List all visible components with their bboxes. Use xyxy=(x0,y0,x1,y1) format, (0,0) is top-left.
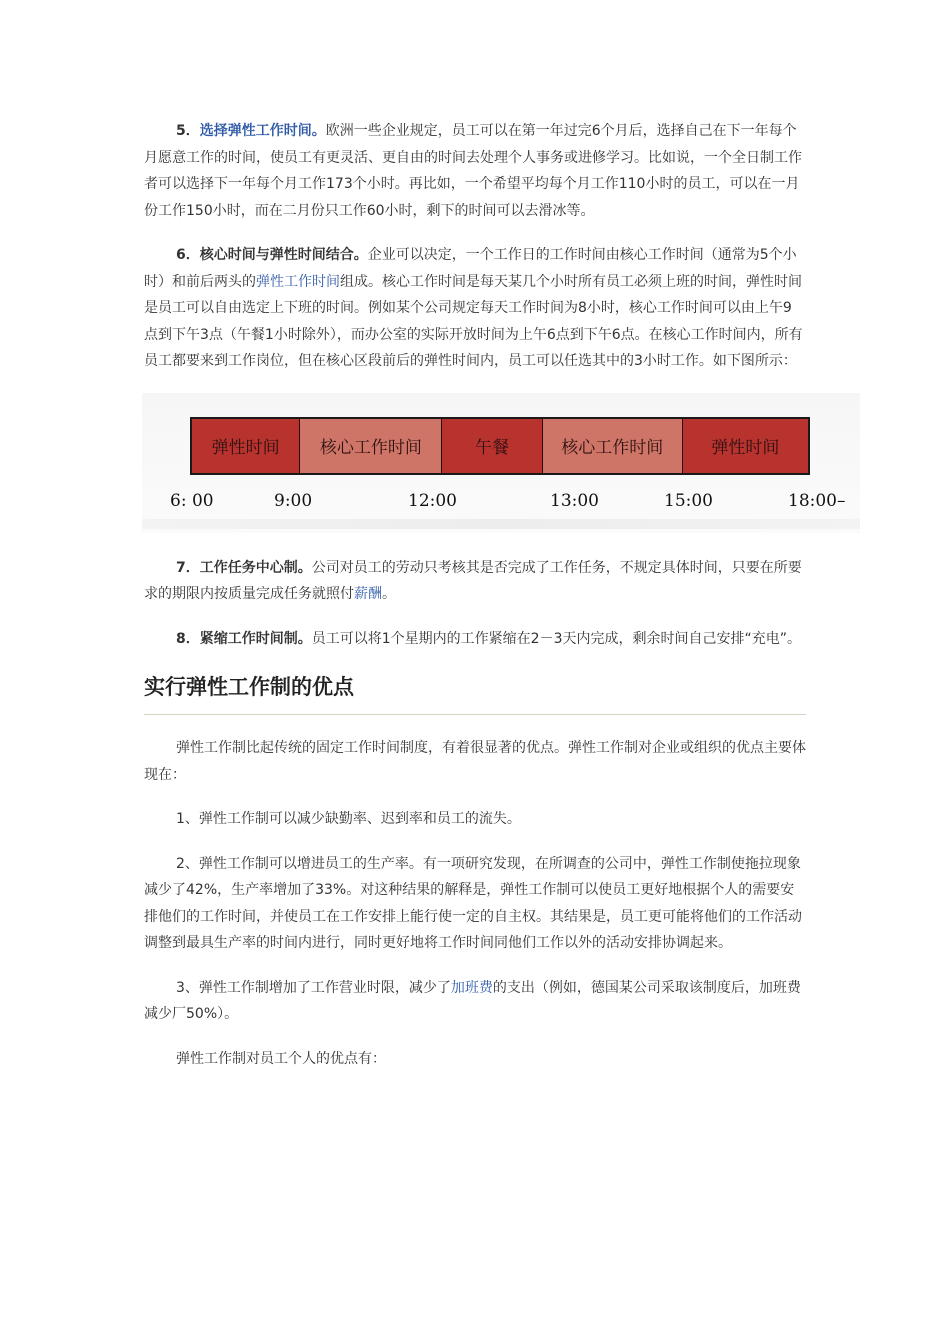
intro-paragraph: 弹性工作制比起传统的固定工作时间制度，有着很显著的优点。弹性工作制对企业或组织的优点主要体现在： xyxy=(144,740,806,783)
paragraph-text: 企业可以决定，一个工作日的工作时间由核心工作时间（通常为5个小时）和前后两头的 xyxy=(144,247,797,290)
flex-time-link[interactable]: 选择弹性工作时间。 xyxy=(199,123,326,139)
paragraph-text: 欧洲一些企业规定，员工可以在第一年过完6个月后，选择自己在下一年每个月愿意工作的时间，使员工有更灵活、更自由的时间去处理个人事务或进修学习。比如说，一个全日制工作者可以选择下一年每个月工作173个小时。再比如，一个希望平均每个月工作110小时的员工，可以在一月份工作150小时，而在二月份只工作60小时，剩下的时间可以去滑冰等。 xyxy=(144,123,802,219)
segment-lunch: 午餐 xyxy=(442,419,542,473)
segment-flex-evening: 弹性时间 xyxy=(683,419,808,473)
paragraph-heading: 6．核心时间与弹性时间结合。 xyxy=(176,247,368,263)
tick-label: 13:00 xyxy=(550,490,599,511)
paragraph-text: 组成。核心工作时间是每天某几个小时所有员工必须上班的时间，弹性时间是员工可以自由选定上下班的时间。例如某个公司规定每天工作时间为8小时，核心工作时间可以由上午9 点到下午3点（午餐1小时除外），而办公室的实际开放时间为上午6点到下午6点。在核心工作时间内，所有员工都要来到工作岗位，但在核心区段前后的弹性时间内，员工可以任选其中的3小时工作。如下图所示： xyxy=(144,273,803,369)
paragraph-text: 员工可以将1个星期内的工作紧缩在2－3天内完成，剩余时间自己安排“充电”。 xyxy=(311,630,801,647)
advantage-item-1: 1、弹性工作制可以减少缺勤率、迟到率和员工的流失。 xyxy=(176,811,521,827)
paragraph-text: 的支出（例如，德国某公司采取该制度后，加班费减少厂50%）。 xyxy=(144,979,801,1022)
overtime-pay-link[interactable]: 加班费 xyxy=(450,979,493,996)
paragraph-text: 。 xyxy=(382,586,396,602)
figure-caption-blur xyxy=(142,519,860,529)
paragraph-5 xyxy=(144,118,806,224)
section-divider xyxy=(144,714,806,715)
article-content xyxy=(144,118,846,1090)
salary-link[interactable]: 薪酬 xyxy=(354,586,382,602)
section-title: 实行弹性工作制的优点 xyxy=(144,675,354,699)
schedule-bar xyxy=(190,417,810,475)
paragraph-6 xyxy=(144,242,806,375)
tick-label: 18:00– xyxy=(788,490,846,511)
paragraph-text: 公司对员工的劳动只考核其是否完成了工作任务，不规定具体时间，只要在所要求的期限内按质量完成任务就照付 xyxy=(144,559,802,602)
advantage-item-3 xyxy=(144,975,806,1028)
paragraph-8 xyxy=(144,626,806,653)
work-schedule-figure xyxy=(142,393,860,533)
tick-label: 12:00 xyxy=(408,490,457,511)
item-number: 5． xyxy=(176,123,200,139)
paragraph-heading: 8．紧缩工作时间制。 xyxy=(176,630,312,647)
segment-core-morning: 核心工作时间 xyxy=(300,419,442,473)
advantage-item-2: 2、弹性工作制可以增进员工的生产率。有一项研究发现，在所调查的公司中，弹性工作制使拖拉现象减少了42%，生产率增加了33%。对这种结果的解释是，弹性工作制可以使员工更好地根据个人的需要安排他们的工作时间，并使员工在工作安排上能行使一定的自主权。其结果是，员工更可能将他们的工作活动调整到最具生产率的时间内进行，同时更好地将工作时间同他们工作以外的活动安排协调起来。 xyxy=(144,855,802,951)
segment-flex-morning: 弹性时间 xyxy=(192,419,300,473)
flex-work-time-link[interactable]: 弹性工作时间 xyxy=(256,273,340,290)
tick-label: 6: 00 xyxy=(170,490,214,511)
tick-label: 15:00 xyxy=(664,490,713,511)
paragraph-7 xyxy=(144,555,806,608)
employee-advantages-intro: 弹性工作制对员工个人的优点有： xyxy=(176,1050,386,1067)
segment-core-afternoon: 核心工作时间 xyxy=(543,419,683,473)
paragraph-text: 3、弹性工作制增加了工作营业时限，减少了 xyxy=(176,979,451,996)
tick-label: 9:00 xyxy=(274,490,313,511)
paragraph-heading: 7．工作任务中心制。 xyxy=(176,559,312,576)
